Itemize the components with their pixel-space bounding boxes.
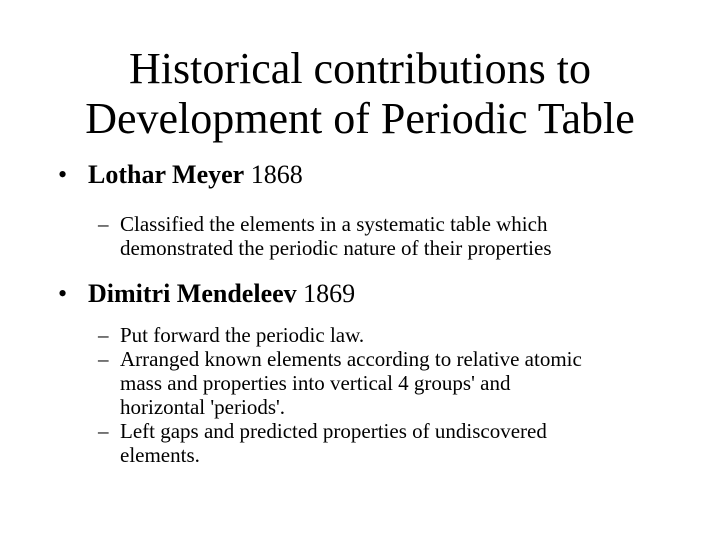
bullet-marker: • [58, 279, 68, 308]
sub-text-line: Put forward the periodic law. [120, 323, 365, 347]
sub-text-line: Classified the elements in a systematic table which [120, 212, 548, 236]
sub-marker: – [98, 323, 109, 347]
sub-marker: – [98, 419, 109, 443]
sub-marker: – [98, 347, 109, 371]
sub-text-line: Left gaps and predicted properties of undiscovered [120, 419, 547, 443]
bullet-lothar-meyer [58, 160, 688, 190]
sub-marker: – [98, 212, 109, 236]
title-line: Development of Periodic Table [85, 94, 635, 143]
sub-text-line: demonstrated the periodic nature of their properties [120, 236, 552, 260]
sub-text-line: Arranged known elements according to relative atomic [120, 347, 582, 371]
scientist-year: 1869 [303, 279, 356, 308]
sub-text-line: horizontal 'periods'. [120, 395, 286, 419]
sub-item [58, 212, 688, 260]
sub-list [58, 323, 688, 467]
sub-item [58, 347, 688, 419]
slide-title [40, 44, 680, 144]
sub-item [58, 323, 688, 347]
slide-content [58, 160, 688, 467]
sub-text-line: elements. [120, 443, 200, 467]
title-line: Historical contributions to [129, 44, 591, 93]
scientist-name: Dimitri Mendeleev [88, 279, 297, 308]
scientist-year: 1868 [250, 160, 303, 189]
bullet-marker: • [58, 160, 68, 189]
scientist-name: Lothar Meyer [88, 160, 245, 189]
sub-item [58, 419, 688, 467]
sub-list [58, 212, 688, 260]
bullet-dimitri-mendeleev [58, 279, 688, 309]
sub-text-line: mass and properties into vertical 4 groups' and [120, 371, 511, 395]
